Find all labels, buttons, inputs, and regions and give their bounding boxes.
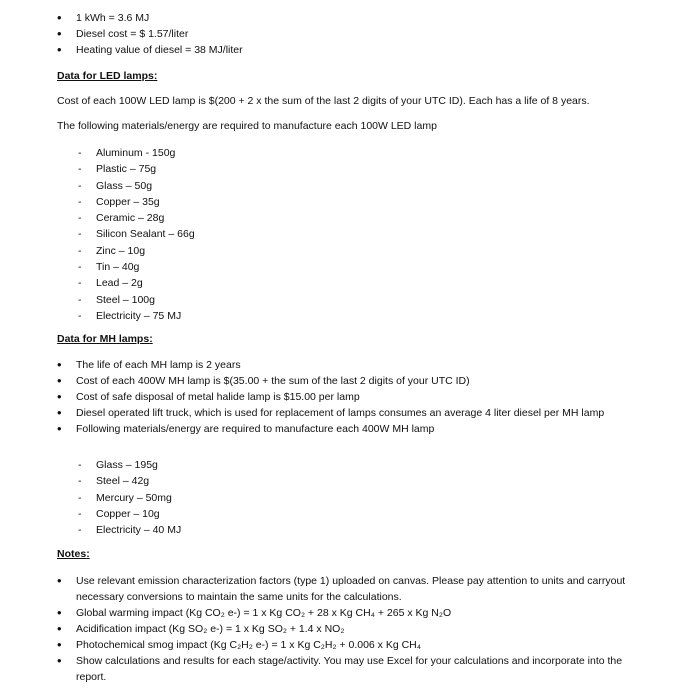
list-item: - Steel – 100g — [0, 292, 686, 308]
mh-data-list — [0, 357, 686, 437]
led-heading-colon: : — [153, 70, 158, 82]
list-item: • The life of each MH lamp is 2 years — [0, 357, 686, 373]
list-item: - Mercury – 50mg — [0, 490, 686, 506]
list-item: - Glass – 50g — [0, 178, 686, 194]
list-item: - Steel – 42g — [0, 473, 686, 489]
list-item: - Tin – 40g — [0, 259, 686, 275]
list-item: • Use relevant emission characterization factors (type 1) uploaded on canvas. Please pay attention to units and carryout necessary conversions to maintain the same units for the calculations. — [0, 573, 686, 605]
list-item: • 1 kWh = 3.6 MJ — [0, 10, 686, 26]
list-item: • Show calculations and results for each stage/activity. You may use Excel for your calculations and incorporate into the report. — [0, 653, 686, 685]
notes-list — [0, 573, 686, 685]
list-item: - Lead – 2g — [0, 275, 686, 291]
conversion-list — [0, 10, 686, 58]
list-item: - Electricity – 75 MJ — [0, 308, 686, 324]
list-item: • Diesel cost = $ 1.57/liter — [0, 26, 686, 42]
list-item: • Following materials/energy are required to manufacture each 400W MH lamp — [0, 421, 686, 437]
list-item: • Cost of safe disposal of metal halide lamp is $15.00 per lamp — [0, 389, 686, 405]
notes-heading-colon: : — [86, 548, 90, 560]
led-materials-list — [0, 145, 686, 324]
list-item: - Zinc – 10g — [0, 243, 686, 259]
mh-heading-colon: : — [149, 333, 153, 345]
mh-section-heading — [57, 333, 153, 345]
list-item: - Electricity – 40 MJ — [0, 522, 686, 538]
led-cost-text: Cost of each 100W LED lamp is $(200 + 2 x the sum of the last 2 digits of your UTC ID). Each has a life of 8 years. — [57, 95, 590, 107]
led-section-heading — [57, 70, 157, 82]
list-item: - Silicon Sealant – 66g — [0, 226, 686, 242]
mh-heading-text: Data for MH lamps — [57, 333, 150, 345]
list-item: - Aluminum - 150g — [0, 145, 686, 161]
list-item: • Photochemical smog impact (Kg C₂H₂ e-) = 1 x Kg C₂H₂ + 0.006 x Kg CH₄ — [0, 637, 686, 653]
led-heading-text: Data for LED lamps — [57, 70, 154, 82]
list-item: • Acidification impact (Kg SO₂ e-) = 1 x Kg SO₂ + 1.4 x NO₂ — [0, 621, 686, 637]
list-item: • Heating value of diesel = 38 MJ/liter — [0, 42, 686, 58]
list-item: • Diesel operated lift truck, which is used for replacement of lamps consumes an average 4 liter diesel per MH lamp — [0, 405, 686, 421]
list-item: - Copper – 10g — [0, 506, 686, 522]
list-item: - Ceramic – 28g — [0, 210, 686, 226]
led-materials-intro: The following materials/energy are required to manufacture each 100W LED lamp — [57, 120, 437, 132]
notes-section-heading — [57, 548, 90, 560]
notes-heading-text: Notes — [57, 548, 87, 560]
list-item: - Glass – 195g — [0, 457, 686, 473]
list-item: • Global warming impact (Kg CO₂ e-) = 1 x Kg CO₂ + 28 x Kg CH₄ + 265 x Kg N₂O — [0, 605, 686, 621]
list-item: • Cost of each 400W MH lamp is $(35.00 + the sum of the last 2 digits of your UTC ID) — [0, 373, 686, 389]
list-item: - Copper – 35g — [0, 194, 686, 210]
list-item: - Plastic – 75g — [0, 161, 686, 177]
mh-materials-list — [0, 457, 686, 538]
